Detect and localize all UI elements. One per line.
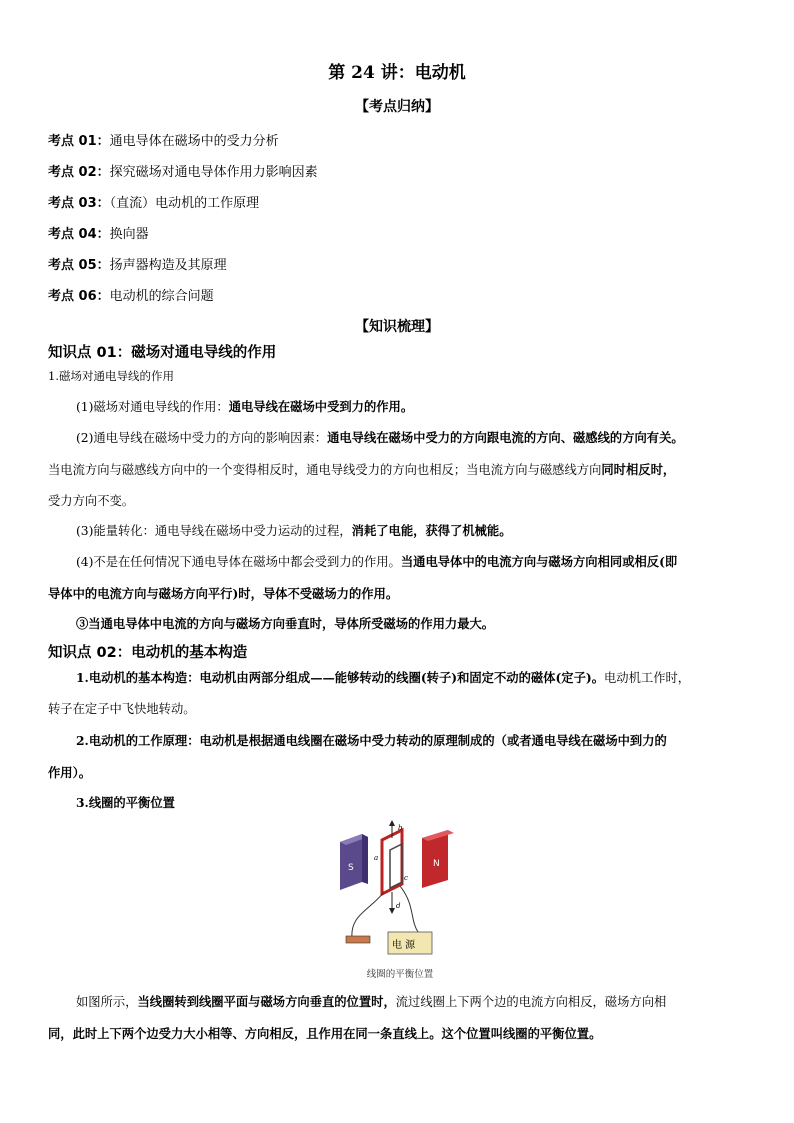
label-c: c: [404, 874, 408, 882]
arrow-head-icon: [389, 820, 395, 826]
figure-caption: 线圈的平衡位置: [366, 969, 434, 980]
arrow-head-icon: [389, 908, 395, 914]
bold-span: 电动机由两部分组成——能够转动的线圈(转子)和固定不动的磁体(定子)。: [199, 670, 604, 685]
bold-span: 1.电动机的基本构造：: [76, 670, 200, 685]
zsd2-paragraph-3: [48, 787, 748, 818]
zsd1-heading: 知识点 01：磁场对通电导线的作用: [48, 345, 277, 361]
kaodian-item: [48, 130, 279, 149]
zsd1-paragraph-2: [48, 422, 748, 517]
text-span: 电动机工作时，: [604, 671, 691, 685]
text-span: (3)能量转化：通电导线在磁场中受力运动的过程，: [76, 524, 352, 538]
text-span: (1)磁场对通电导线的作用：: [76, 400, 229, 414]
s-magnet-edge: [362, 834, 368, 884]
bold-span: 当线圈转到线圈平面与磁场方向垂直的位置时，: [137, 994, 396, 1009]
kaodian-text: 换向器: [109, 227, 149, 242]
zsd1-intro: 1.磁场对通电导线的作用: [48, 369, 174, 383]
kaodian-num: 考点 02：: [48, 165, 110, 180]
bold-span: 通电导线在磁场中受到力的作用。: [228, 399, 414, 414]
bold-span: 通电导线在磁场中受力的方向跟电流的方向、磁感线的方向有关。: [327, 430, 684, 445]
bold-span: 同时相反时，: [601, 462, 676, 477]
power-source-label: 电 源: [392, 940, 416, 951]
kaodian-text: 通电导体在磁场中的受力分析: [109, 134, 279, 149]
kaodian-num: 考点 01：: [48, 134, 110, 149]
text-span: (4)不是在任何情况下通电导体在磁场中都会受到力的作用。: [76, 555, 401, 569]
bold-span: 作用）。: [48, 765, 92, 780]
kaodian-item: [48, 192, 259, 211]
bold-span: 当通电导体中的电流方向与磁场方向相同或相反(即: [400, 554, 678, 569]
bold-span: 消耗了电能，获得了机械能。: [351, 523, 512, 538]
coil-loop: [382, 830, 402, 894]
zsd2-paragraph-4: [48, 986, 748, 1050]
zsd2-paragraph-2: [48, 725, 748, 789]
zsd1-paragraph-5: [48, 608, 748, 639]
kaodian-num: 考点 03：: [48, 196, 110, 211]
kaodian-item: [48, 161, 318, 180]
text-span: 转子在定子中飞快地转动。: [48, 702, 196, 716]
s-label: S: [348, 863, 354, 873]
wire: [400, 886, 418, 932]
switch-icon: [346, 936, 370, 943]
text-span: 受力方向不变。: [48, 494, 135, 508]
zsd1-paragraph-4: [48, 546, 748, 610]
kaodian-item: [48, 223, 149, 242]
bold-span: 电动机是根据通电线圈在磁场中受力转动的原理制成的（或者通电导线在磁场中到力的: [199, 733, 667, 748]
text-span: 如图所示，: [76, 995, 138, 1009]
kaodian-num: 考点 04：: [48, 227, 110, 242]
text-span: (2)通电导线在磁场中受力的方向的影响因素：: [76, 431, 328, 445]
text-span: 流过线圈上下两个边的电流方向相反，磁场方向相: [395, 995, 667, 1009]
section-zhishi-heading: 【知识梳理】: [355, 319, 439, 335]
kaodian-text: 电动机的综合问题: [109, 289, 214, 304]
kaodian-item: [48, 285, 214, 304]
label-d: d: [396, 902, 401, 910]
kaodian-text: 扬声器构造及其原理: [109, 258, 227, 273]
label-a: a: [374, 854, 379, 862]
bold-span: 同，此时上下两个边受力大小相等、方向相反，且作用在同一条直线上。这个位置叫线圈的平衡位置。: [48, 1026, 602, 1041]
kaodian-num: 考点 05：: [48, 258, 110, 273]
kaodian-num: 考点 06：: [48, 289, 110, 304]
bold-span: ③当通电导体中电流的方向与磁场方向垂直时，导体所受磁场的作用力最大。: [76, 616, 495, 631]
zsd2-paragraph-1: [48, 662, 748, 725]
wire: [352, 892, 384, 938]
zsd2-heading: 知识点 02：电动机的基本构造: [48, 645, 248, 661]
bold-span: 导体中的电流方向与磁场方向平行)时，导体不受磁场力的作用。: [48, 586, 399, 601]
kaodian-text: （直流）电动机的工作原理: [109, 196, 260, 211]
label-b: b: [398, 824, 403, 832]
kaodian-text: 探究磁场对通电导体作用力影响因素: [109, 165, 318, 180]
zsd1-paragraph-3: [48, 515, 748, 547]
coil-balance-figure: [330, 820, 470, 985]
n-label: N: [433, 859, 440, 869]
section-kaodian-heading: 【考点归纳】: [355, 99, 439, 115]
kaodian-item: [48, 254, 227, 273]
coil-inner: [390, 844, 402, 888]
zsd1-paragraph-1: [48, 391, 748, 423]
bold-span: 2.电动机的工作原理：: [76, 733, 200, 748]
bold-span: 3.线圈的平衡位置: [76, 795, 175, 810]
page-title: 第 24 讲：电动机: [328, 63, 466, 83]
text-span: 当电流方向与磁感线方向中的一个变得相反时，通电导线受力的方向也相反；当电流方向与磁感线方向: [48, 463, 602, 477]
